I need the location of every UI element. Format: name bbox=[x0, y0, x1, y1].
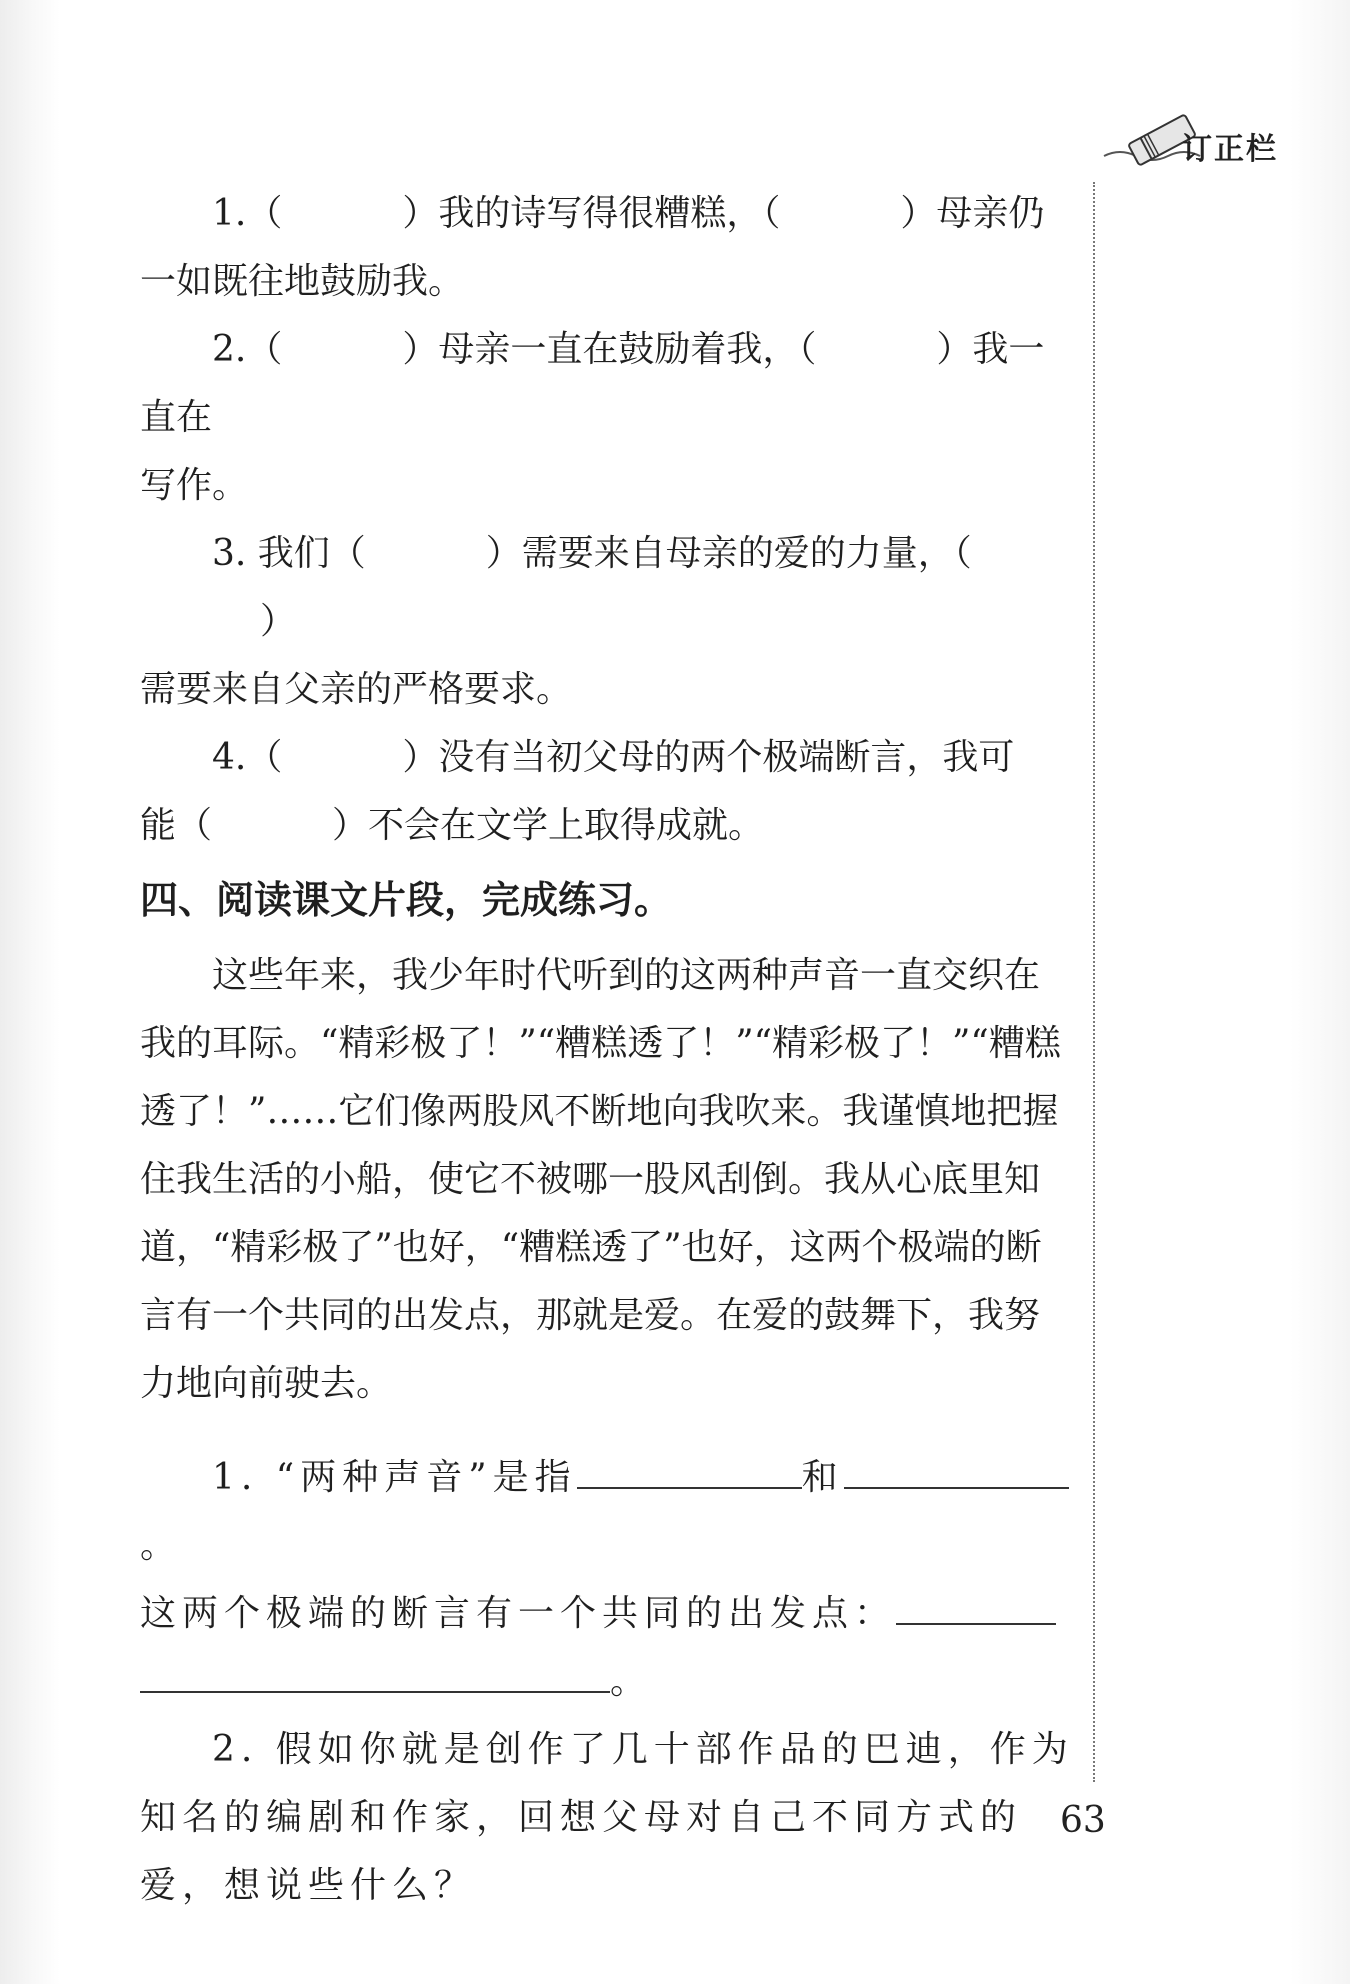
section-title: 四、阅读课文片段，完成练习。 bbox=[140, 878, 673, 922]
worksheet-content bbox=[140, 180, 1075, 1920]
reading-question-1-continued: 这两个极端的断言有一个共同的出发点： bbox=[140, 1580, 1075, 1648]
question-2: 2.（ ）母亲一直在鼓励着我，（ ）我一直在 bbox=[140, 329, 1045, 438]
correction-column-label: 订正栏 bbox=[1182, 132, 1278, 167]
answer-line[interactable] bbox=[896, 1583, 1056, 1625]
answer-line[interactable] bbox=[577, 1447, 802, 1489]
reading-question-2: 2. 假如你就是创作了几十部作品的巴迪，作为知名的编剧和作家，回想父母对自己不同方式的爱，想说些什么？ bbox=[140, 1729, 1074, 1906]
answer-line[interactable] bbox=[844, 1447, 1069, 1489]
reading-passage: 这些年来，我少年时代听到的这两种声音一直交织在我的耳际。“精彩极了！”“糟糕透了！”“精彩极了！”“糟糕透了！”……它们像两股风不断地向我吹来。我谨慎地把握住我生活的小船，使它不被哪一股风刮倒。我从心底里知道，“精彩极了”也好，“糟糕透了”也好，这两个极端的断言有一个共同的出发点，那就是爱。在爱的鼓舞下，我努力地向前驶去。 bbox=[140, 955, 1061, 1404]
question-3: 3. 我们（ ）需要来自母亲的爱的力量，（） bbox=[212, 533, 972, 642]
question-1: 1.（ ）我的诗写得很糟糕，（ ）母亲仍 bbox=[212, 193, 1045, 234]
question-4-continued: 能（ ）不会在文学上取得成就。 bbox=[140, 805, 765, 846]
page-number: 63 bbox=[1060, 1800, 1106, 1841]
question-2-continued: 写作。 bbox=[140, 465, 249, 506]
question-3-continued: 需要来自父亲的严格要求。 bbox=[140, 669, 573, 710]
question-1-continued: 一如既往地鼓励我。 bbox=[140, 261, 465, 302]
reading-question-1-end: 。 bbox=[140, 1648, 1075, 1716]
answer-line[interactable] bbox=[140, 1651, 610, 1693]
correction-column-divider bbox=[1093, 182, 1095, 1782]
reading-question-1: 1. “两种声音”是指 和。 bbox=[140, 1444, 1075, 1580]
question-4: 4.（ ）没有当初父母的两个极端断言，我可 bbox=[212, 737, 1015, 778]
